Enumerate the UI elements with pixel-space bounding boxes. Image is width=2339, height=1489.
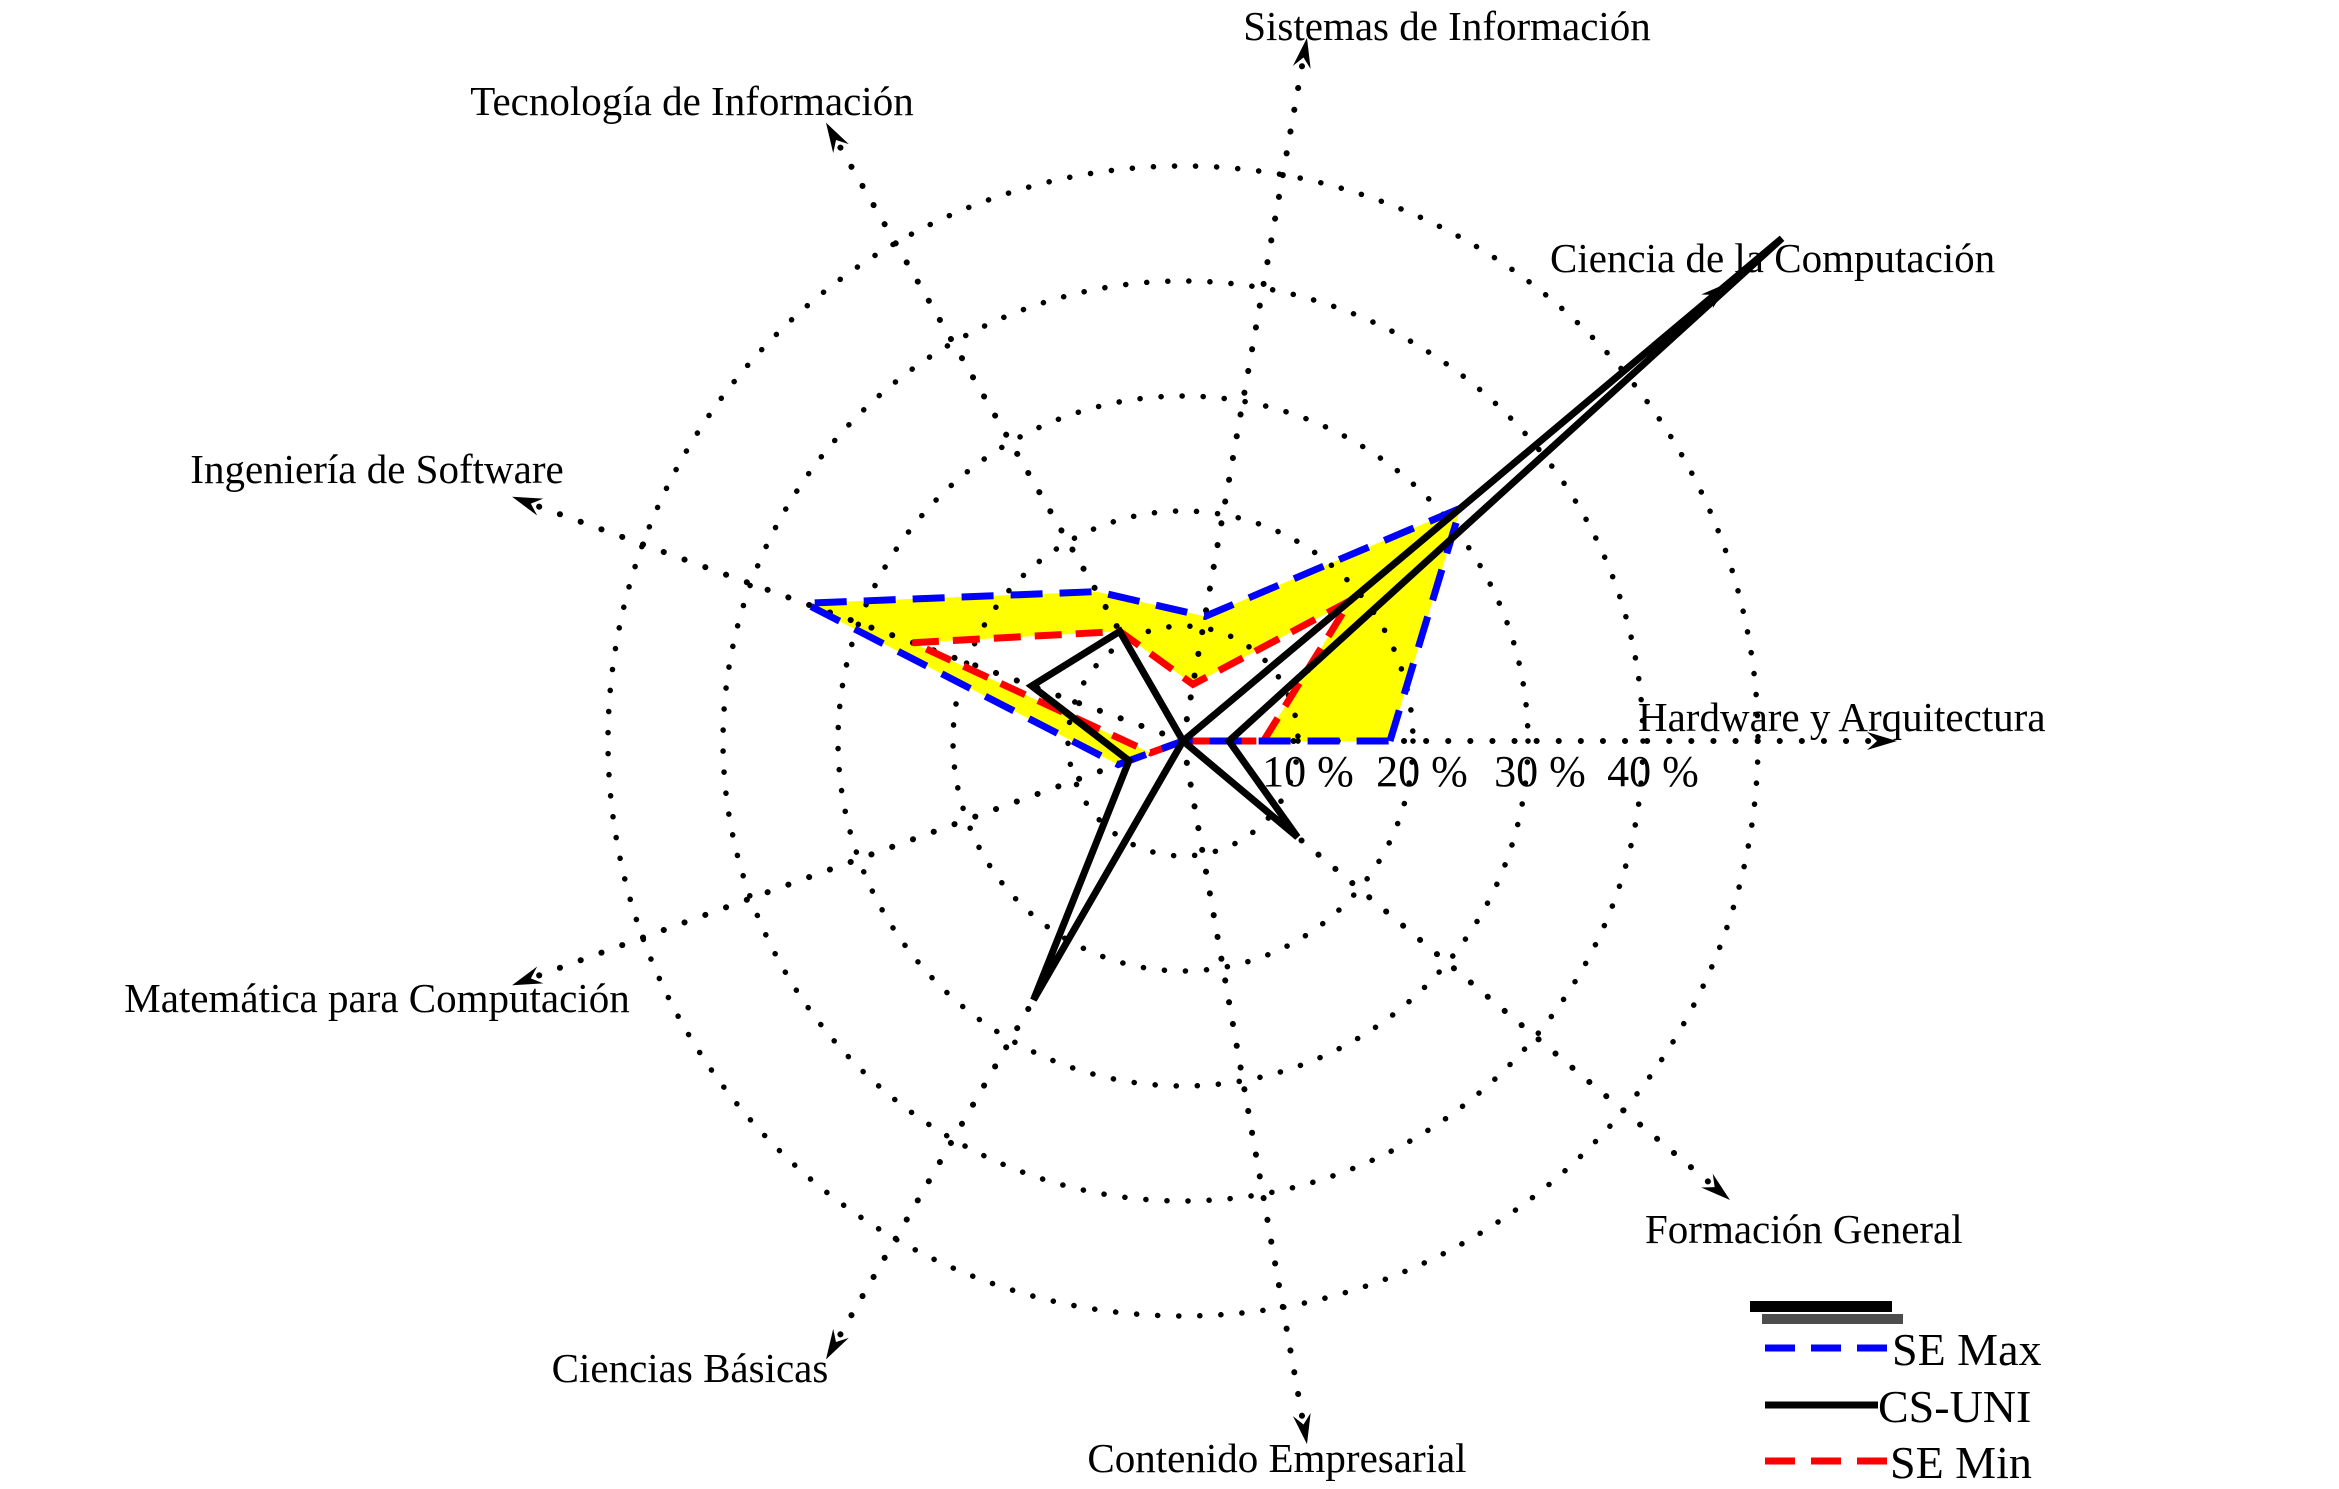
legend-label-se-max: SE Max bbox=[1892, 1324, 2042, 1375]
legend-label-se-min: SE Min bbox=[1890, 1437, 2032, 1488]
axis-label-matematica: Matemática para Computación bbox=[124, 975, 630, 1021]
axis-label-formacion: Formación General bbox=[1645, 1206, 1963, 1252]
axis-label-contenido: Contenido Empresarial bbox=[1087, 1435, 1467, 1481]
axis-label-ingenieria: Ingeniería de Software bbox=[190, 446, 564, 492]
axis-arrow-icon-3 bbox=[826, 123, 849, 153]
axis-label-sistemas: Sistemas de Información bbox=[1243, 3, 1651, 49]
axis-label-hardware: Hardware y Arquitectura bbox=[1638, 694, 2046, 740]
axis-line-5 bbox=[525, 741, 1183, 980]
legend-top-bar-black bbox=[1750, 1301, 1892, 1312]
legend-top-bar-gray bbox=[1762, 1314, 1903, 1324]
axis-label-ciencias-basicas: Ciencias Básicas bbox=[551, 1345, 829, 1391]
tick-label-30: 30 % bbox=[1494, 747, 1586, 796]
legend bbox=[1750, 1301, 2042, 1488]
tick-label-10: 10 % bbox=[1262, 747, 1354, 796]
axis-line-7 bbox=[1183, 741, 1305, 1430]
axis-arrow-icon-8 bbox=[1701, 1174, 1730, 1200]
axis-label-tecnologia: Tecnología de Información bbox=[470, 78, 914, 124]
tick-label-40: 40 % bbox=[1607, 747, 1699, 796]
axis-label-ciencia: Ciencia de la Computación bbox=[1550, 235, 1996, 281]
legend-label-cs-uni: CS-UNI bbox=[1878, 1381, 2032, 1432]
tick-label-20: 20 % bbox=[1376, 747, 1468, 796]
radial-tick-labels bbox=[1262, 747, 1699, 796]
axis-arrow-icon-6 bbox=[826, 1329, 849, 1359]
